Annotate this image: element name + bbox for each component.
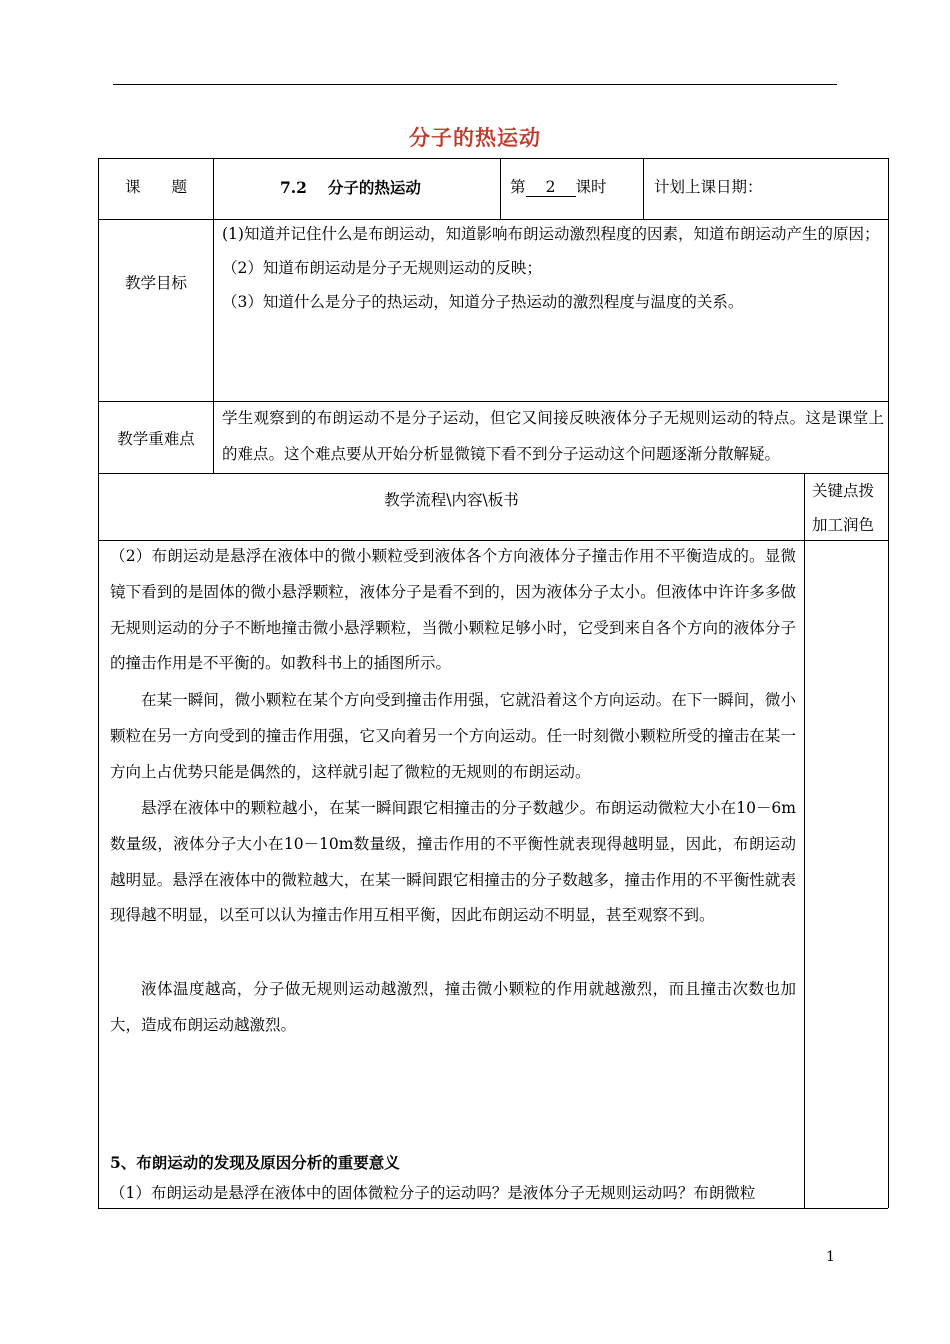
- lesson-period: [510, 170, 643, 205]
- table-rule: [98, 473, 888, 474]
- flow-side-label: 关键点拨加工润色: [812, 482, 875, 534]
- flow-header-label: 教学流程\内容\板书: [384, 491, 519, 509]
- plan-date-label: 计划上课日期：: [654, 178, 763, 196]
- key-points-text: 学生观察到的布朗运动不是分子运动，但它又间接反映液体分子无规则运动的特点。这是课堂上的难点。这个难点要从开始分析显微镜下看不到分子运动这个问题逐渐分散解疑。: [222, 409, 884, 463]
- table-border-right: [888, 158, 889, 1208]
- lesson-suffix: 课时: [575, 178, 607, 196]
- content-last-line: （1）布朗运动是悬浮在液体中的固体微粒分子的运动吗？是液体分子无规则运动吗？布朗微粒: [110, 1184, 756, 1202]
- table-rule: [804, 473, 805, 1208]
- table-rule: [643, 158, 644, 219]
- content-paragraph: 悬浮在液体中的颗粒越小，在某一瞬间跟它相撞击的分子数越少。布朗运动微粒大小在10－6m数量级，液体分子大小在10－10m数量级，撞击作用的不平衡性就表现得越明显，因此，布朗运动越明显。悬浮在液体中的微粒越大，在某一瞬间跟它相撞击的分子数越多，撞击作用的不平衡性就表现得越不明显，以至可以认为撞击作用互相平衡，因此布朗运动不明显，甚至观察不到。: [110, 799, 796, 925]
- table-rule: [213, 158, 214, 473]
- document-title: 分子的热运动: [409, 125, 541, 150]
- page-number: 1: [826, 1249, 835, 1265]
- content-paragraph: 在某一瞬间，微小颗粒在某个方向受到撞击作用强，它就沿着这个方向运动。在下一瞬间，微小颗粒在另一方向受到的撞击作用强，它又向着另一个方向运动。任一时刻微小颗粒所受的撞击在某一方向上占优势只能是偶然的，这样就引起了微粒的无规则的布朗运动。: [110, 691, 796, 781]
- table-border-left: [98, 158, 99, 1208]
- topic-label: 课 题: [124, 178, 187, 196]
- objective-item: (1)知道并记住什么是布朗运动，知道影响布朗运动激烈程度的因素，知道布朗运动产生的原因；: [222, 225, 880, 243]
- section-heading: 5、布朗运动的发现及原因分析的重要意义: [110, 1153, 400, 1172]
- objectives-list: [222, 217, 884, 319]
- header-rule: [113, 84, 837, 85]
- table-border-top: [98, 158, 888, 159]
- objectives-label: 教学目标: [124, 274, 187, 292]
- topic-value: 7.2 分子的热运动: [280, 178, 421, 197]
- objective-item: （2）知道布朗运动是分子无规则运动的反映；: [222, 259, 542, 277]
- lesson-number: 2: [526, 178, 576, 197]
- content-paragraph: 液体温度越高，分子做无规则运动越激烈，撞击微小颗粒的作用就越激烈，而且撞击次数也加大，造成布朗运动越激烈。: [110, 980, 796, 1034]
- table-rule: [500, 158, 501, 219]
- lesson-prefix: 第: [510, 178, 526, 196]
- content-paragraph: （2）布朗运动是悬浮在液体中的微小颗粒受到液体各个方向液体分子撞击作用不平衡造成的。显微镜下看到的是固体的微小悬浮颗粒，液体分子是看不到的，因为液体分子太小。但液体中许许多多做无规则运动的分子不断地撞击微小悬浮颗粒，当微小颗粒足够小时，它受到来自各个方向的液体分子的撞击作用是不平衡的。如教科书上的插图所示。: [110, 547, 796, 673]
- objective-item: （3）知道什么是分子的热运动，知道分子热运动的激烈程度与温度的关系。: [222, 293, 744, 311]
- key-points-label: 教学重难点: [117, 430, 195, 448]
